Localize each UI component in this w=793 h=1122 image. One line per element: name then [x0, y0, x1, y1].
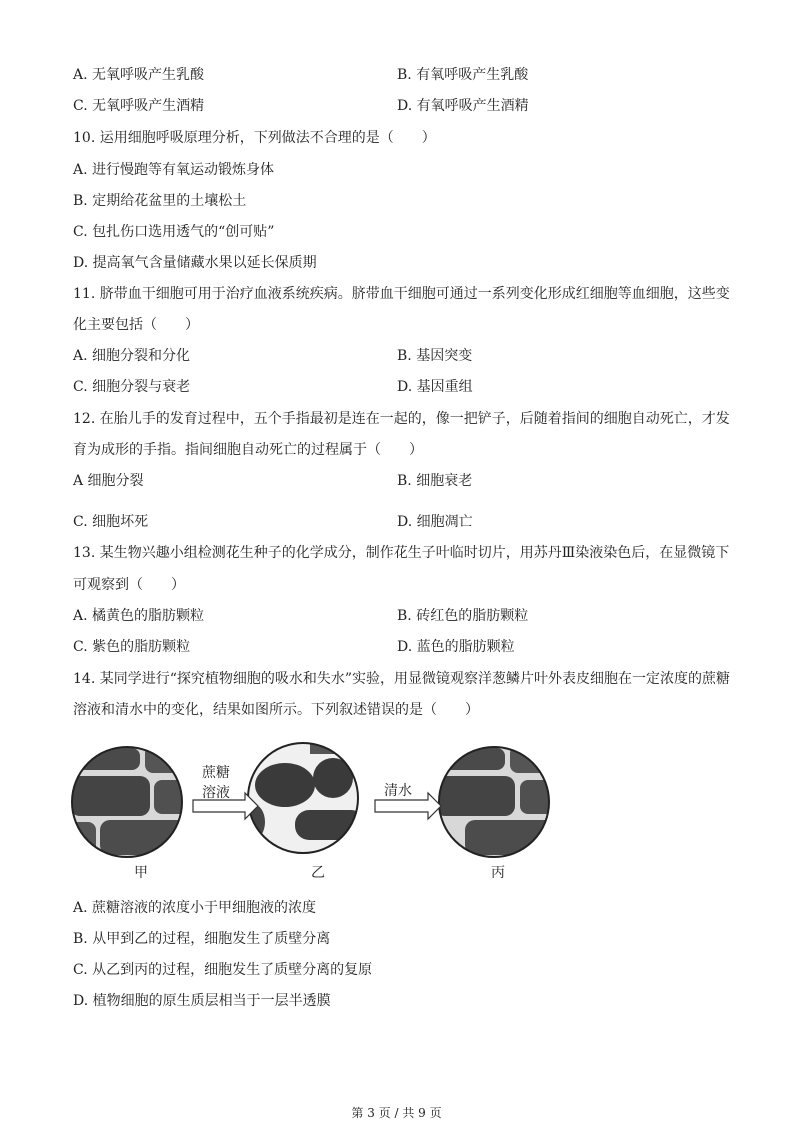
- question-stem-cont: 化主要包括（ ）: [73, 317, 199, 333]
- option-b: B. 从甲到乙的过程，细胞发生了质壁分离: [73, 931, 331, 947]
- option-d: D. 细胞凋亡: [397, 514, 473, 530]
- option-b: B. 有氧呼吸产生乳酸: [397, 67, 529, 83]
- question-stem: 12. 在胎儿手的发育过程中，五个手指最初是连在一起的，像一把铲子，后随着指间的细胞自动死亡，才发: [73, 411, 730, 427]
- option-c: C. 紫色的脂肪颗粒: [73, 639, 191, 655]
- question-stem-cont: 可观察到（ ）: [73, 577, 185, 593]
- option-a: A. 蔗糖溶液的浓度小于甲细胞液的浓度: [73, 900, 317, 916]
- arrow-label-sucrose: 蔗糖: [202, 765, 230, 781]
- microscope-figure: [70, 740, 570, 890]
- arrow-label-solution: 溶液: [202, 785, 230, 801]
- option-b: B. 砖红色的脂肪颗粒: [397, 608, 529, 624]
- option-a: A. 进行慢跑等有氧运动锻炼身体: [73, 162, 275, 178]
- option-a: A 细胞分裂: [73, 473, 144, 489]
- label-jia: 甲: [134, 865, 148, 881]
- option-a: A. 橘黄色的脂肪颗粒: [73, 608, 205, 624]
- arrow-label-water: 清水: [384, 783, 412, 799]
- option-d: D. 基因重组: [397, 379, 473, 395]
- option-d: D. 蓝色的脂肪颗粒: [397, 639, 515, 655]
- option-d: D. 植物细胞的原生质层相当于一层半透膜: [73, 993, 331, 1009]
- option-d: D. 有氧呼吸产生酒精: [397, 98, 529, 114]
- option-a: A. 无氧呼吸产生乳酸: [73, 67, 205, 83]
- page-footer: 第 3 页 / 共 9 页: [351, 1106, 442, 1120]
- label-yi: 乙: [311, 865, 325, 881]
- option-a: A. 细胞分裂和分化: [73, 348, 191, 364]
- question-stem: 13. 某生物兴趣小组检测花生种子的化学成分，制作花生子叶临时切片，用苏丹Ⅲ染液染色后，在显微镜下: [73, 545, 730, 561]
- question-stem-cont: 溶液和清水中的变化，结果如图所示。下列叙述错误的是（ ）: [73, 702, 479, 718]
- label-bing: 丙: [491, 865, 505, 881]
- option-c: C. 包扎伤口选用透气的“创可贴”: [73, 224, 275, 240]
- option-c: C. 无氧呼吸产生酒精: [73, 98, 205, 114]
- option-b: B. 基因突变: [397, 348, 473, 364]
- option-d: D. 提高氧气含量储藏水果以延长保质期: [73, 255, 317, 271]
- question-stem: 14. 某同学进行“探究植物细胞的吸水和失水”实验，用显微镜观察洋葱鳞片叶外表皮细胞在一定浓度的蔗糖: [73, 671, 731, 687]
- option-c: C. 细胞坏死: [73, 514, 149, 530]
- question-stem: 10. 运用细胞呼吸原理分析，下列做法不合理的是（ ）: [73, 130, 436, 146]
- option-c: C. 细胞分裂与衰老: [73, 379, 191, 395]
- option-b: B. 细胞衰老: [397, 473, 473, 489]
- option-b: B. 定期给花盆里的土壤松土: [73, 193, 247, 209]
- question-stem-cont: 育为成形的手指。指间细胞自动死亡的过程属于（ ）: [73, 442, 423, 458]
- question-stem: 11. 脐带血干细胞可用于治疗血液系统疾病。脐带血干细胞可通过一系列变化形成红细胞等血细胞，这些变: [73, 286, 730, 302]
- cell-circle-yi: [241, 740, 365, 853]
- option-c: C. 从乙到丙的过程，细胞发生了质壁分离的复原: [73, 962, 373, 978]
